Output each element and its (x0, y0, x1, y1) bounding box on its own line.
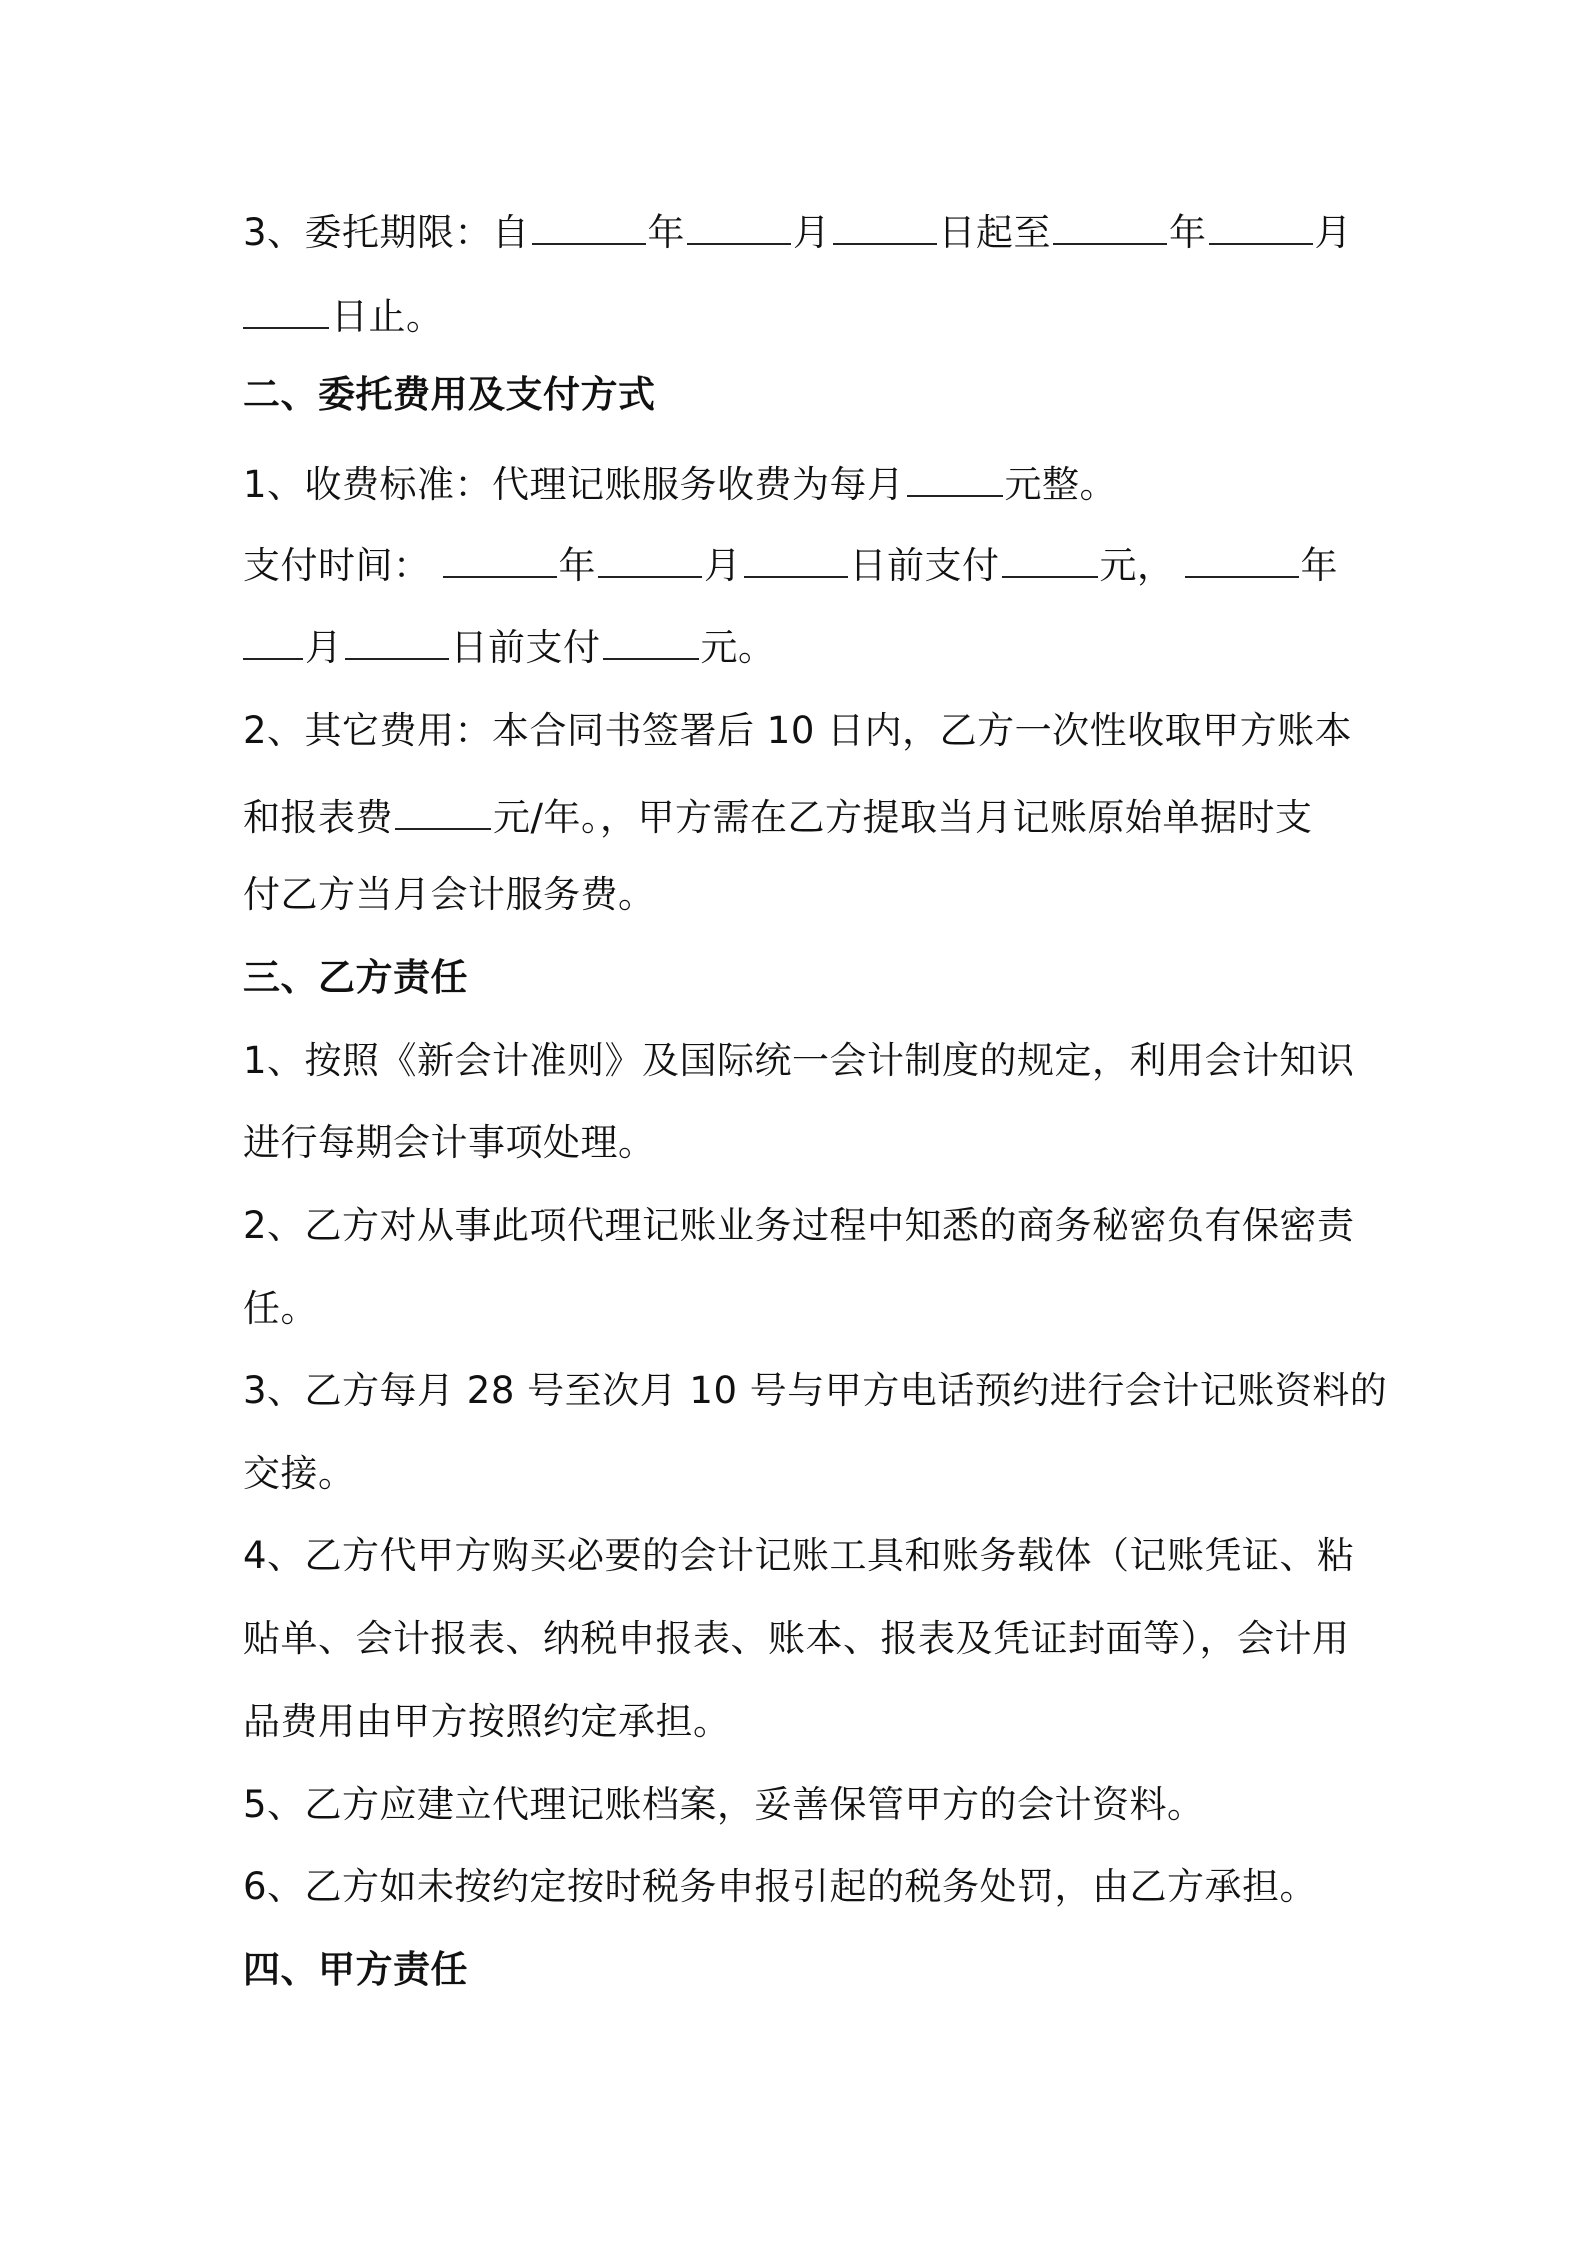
term-period-label: 3、委托期限：自 (243, 211, 530, 254)
party-b-item-4-cont: 贴单、会计报表、纳税申报表、账本、报表及凭证封面等），会计用 (243, 1617, 1350, 1660)
text-seg: 月 (1314, 211, 1353, 254)
party-b-item-3: 3、乙方每月 28 号至次月 10 号与甲方电话预约进行会计记账资料的 (243, 1369, 1388, 1412)
end-day-blank[interactable] (243, 293, 329, 329)
pay2-day-blank[interactable] (345, 624, 449, 660)
party-b-item-2-cont: 任。 (243, 1287, 318, 1330)
party-b-item-1: 1、按照《新会计准则》及国际统一会计制度的规定，利用会计知识 (243, 1039, 1355, 1082)
report-fee-blank[interactable] (395, 794, 491, 830)
pay2-amount-blank[interactable] (603, 624, 699, 660)
text-seg: 年 (1300, 544, 1338, 587)
text-seg: 支付时间： (243, 544, 431, 587)
payment-time-line-2 (243, 623, 776, 673)
payment-time-line (243, 541, 1338, 591)
term-end-line (243, 292, 444, 342)
text-seg: 日起至 (938, 211, 1052, 254)
text-seg: 元。 (700, 626, 776, 669)
text-seg: 月 (305, 626, 343, 669)
section-heading-party-a: 四、甲方责任 (243, 1948, 468, 1991)
fee-standard-line (243, 460, 1117, 510)
pay1-amount-blank[interactable] (1002, 542, 1098, 578)
pay1-day-blank[interactable] (744, 542, 848, 578)
start-day-blank[interactable] (833, 209, 937, 245)
text-seg: 年 (558, 544, 596, 587)
party-b-item-6: 6、乙方如未按约定按时税务申报引起的税务处罚，由乙方承担。 (243, 1865, 1318, 1908)
text-seg: 日前支付 (849, 544, 1000, 587)
other-fees-line-3: 付乙方当月会计服务费。 (243, 873, 656, 916)
pay2-month-blank[interactable] (243, 624, 303, 660)
end-year-blank[interactable] (1053, 209, 1167, 245)
other-fees-line-2 (243, 793, 1312, 843)
text-seg: 元/年。，甲方需在乙方提取当月记账原始单据时支 (493, 796, 1313, 839)
other-fees-line: 2、其它费用：本合同书签署后 10 日内，乙方一次性收取甲方账本 (243, 709, 1353, 752)
text-seg: 月 (704, 544, 742, 587)
text-seg: 元， (1099, 544, 1175, 587)
text-seg: 1、收费标准：代理记账服务收费为每月 (243, 463, 905, 506)
text-seg: 和报表费 (243, 796, 393, 839)
term-period-line (243, 208, 1352, 258)
party-b-item-5: 5、乙方应建立代理记账档案，妥善保管甲方的会计资料。 (243, 1783, 1205, 1826)
text-seg: 日止。 (331, 295, 444, 338)
section-heading-party-b: 三、乙方责任 (243, 956, 468, 999)
party-b-item-1-cont: 进行每期会计事项处理。 (243, 1121, 656, 1164)
party-b-item-4-cont-2: 品费用由甲方按照约定承担。 (243, 1700, 731, 1743)
start-month-blank[interactable] (687, 209, 791, 245)
end-month-blank[interactable] (1209, 209, 1313, 245)
pay2-year-blank[interactable] (1185, 542, 1299, 578)
text-seg: 月 (793, 211, 831, 254)
party-b-item-2: 2、乙方对从事此项代理记账业务过程中知悉的商务秘密负有保密责 (243, 1204, 1355, 1247)
text-seg: 元整。 (1004, 463, 1118, 506)
pay1-month-blank[interactable] (598, 542, 702, 578)
text-seg: 年 (647, 211, 686, 254)
text-seg: 日前支付 (450, 626, 601, 669)
pay1-year-blank[interactable] (443, 542, 557, 578)
start-year-blank[interactable] (532, 209, 646, 245)
monthly-fee-blank[interactable] (907, 461, 1003, 497)
text-seg: 年 (1169, 211, 1207, 254)
party-b-item-4: 4、乙方代甲方购买必要的会计记账工具和账务载体（记账凭证、粘 (243, 1534, 1355, 1577)
party-b-item-3-cont: 交接。 (243, 1452, 356, 1495)
section-heading-fees: 二、委托费用及支付方式 (243, 373, 656, 416)
